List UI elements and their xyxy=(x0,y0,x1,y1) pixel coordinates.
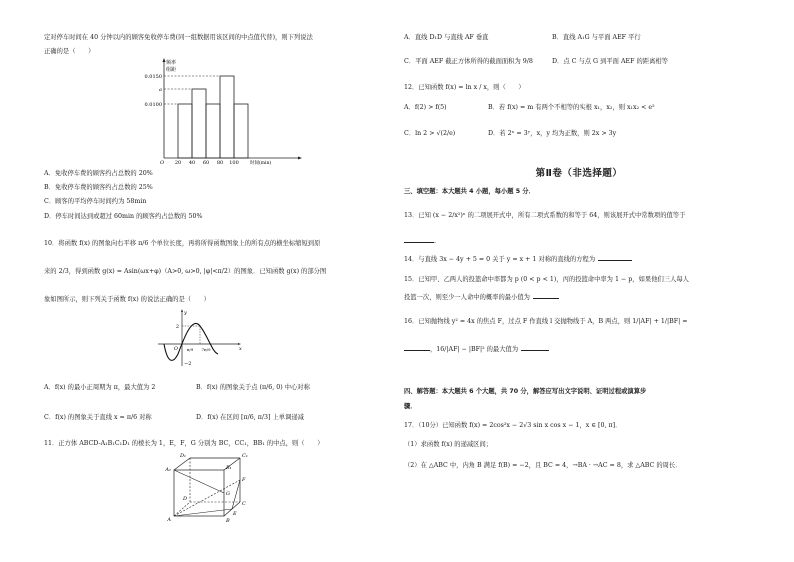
q15-line1: 15．已知甲、乙两人的投篮命中率都为 p (0 < p < 1)，丙的投篮命中率为 1 − p，如果他们三人每人 xyxy=(404,276,689,283)
q16-line2: ，16/|AF| − |BF|² 的最大值为 xyxy=(404,346,549,355)
q10-sine-graph xyxy=(154,308,244,370)
q11-cube-figure xyxy=(160,450,270,530)
q15-line2: 投篮一次，则至少一人命中的概率的最小值为 xyxy=(404,294,559,303)
cube-label-b: B xyxy=(226,518,230,524)
cube-label-b1: B₁ xyxy=(226,465,232,471)
q9-option-c: C．顾客的平均停车时间约为 58min xyxy=(44,198,147,205)
q9-stem-line2: 正确的是（ ） xyxy=(44,48,95,55)
sine-graph-xtick-2: 7π/9 xyxy=(201,347,211,352)
cube-label-c1: C₁ xyxy=(242,453,248,459)
cube-label-e: E xyxy=(233,511,237,517)
cube-label-a1: A₁ xyxy=(165,467,171,473)
q12-option-a: A．f(2) > f(5) xyxy=(404,104,447,111)
q17-part2: （2）在 △ABC 中，内角 B 满足 f(B) = −2，且 BC = 4，→BA · →AC = 8，求 △ABC 的周长． xyxy=(404,462,682,469)
q11-stem: 11．正方体 ABCD-A₁B₁C₁D₁ 的棱长为 1，E，F，G 分别为 BC，CC₁，BB₁ 的中点，则（ ） xyxy=(44,440,324,447)
q14-answer-blank[interactable] xyxy=(598,260,632,261)
cube-label-c: C xyxy=(242,501,246,507)
cube-label-f: F xyxy=(242,477,246,483)
q10-option-c: C．f(x) 的图象关于直线 x = π/6 对称 xyxy=(44,414,152,421)
sine-graph-origin: O xyxy=(173,346,178,352)
q16-answer-blank-1[interactable] xyxy=(404,350,430,351)
histogram-xtick-60: 60 xyxy=(202,160,210,166)
q10-line3: 象如图所示，则下列关于函数 f(x) 的说法正确的是（ ） xyxy=(44,296,210,303)
histogram-origin: O xyxy=(160,160,165,166)
q9-stem-line1: 定对停车时间在 40 分钟以内的顾客免收停车费(同一组数据用该区间的中点值代替)，则下列说法 xyxy=(44,34,313,41)
q17-stem: 17．（10分）已知函数 f(x) = 2cos²x − 2√3 sin x cos x − 1，x ∈ [0, π]． xyxy=(404,422,622,429)
sine-graph-y-label: y xyxy=(184,310,187,316)
sine-graph-x-label: x xyxy=(239,346,242,352)
cube-label-a: A xyxy=(167,517,171,523)
section2-title: 第Ⅱ卷（非选择题） xyxy=(535,168,623,179)
cube-label-d: D xyxy=(182,496,187,502)
q15-answer-blank[interactable] xyxy=(533,298,559,299)
histogram-ylabel-top: 频率 xyxy=(166,60,177,66)
histogram-xlabel: 时间(min) xyxy=(250,161,272,166)
q17-part1: （1）求函数 f(x) 的递减区间； xyxy=(404,441,493,448)
q10-line2: 来的 2/3，得到函数 g(x) = Asin(ωx+φ)（A>0, ω>0, |φ|<π/2）的图象．已知函数 g(x) 的部分图 xyxy=(44,268,327,275)
cube-label-d1: D₁ xyxy=(179,453,186,459)
sine-graph-ytick-pos: 2 xyxy=(175,324,179,330)
histogram-xtick-40: 40 xyxy=(188,160,196,166)
q16-answer-blank-2[interactable] xyxy=(521,350,549,351)
q13-answer-blank[interactable] xyxy=(404,242,434,243)
histogram-ytick-a: a xyxy=(159,87,162,93)
cube-label-g: G xyxy=(226,491,230,497)
q12-option-c: C．ln 2 > √(2/e) xyxy=(404,130,456,137)
q9-option-d: D．停车时间达到或超过 60min 的顾客约占总数的 50% xyxy=(44,213,203,220)
sine-graph-ytick-neg: −2 xyxy=(184,361,192,367)
sine-graph-xtick-1: π/9 xyxy=(186,347,194,352)
histogram-ytick-0150: 0.0150 xyxy=(144,74,162,80)
q10-option-a: A．f(x) 的最小正周期为 π，最大值为 2 xyxy=(44,384,156,391)
q12-option-b: B．若 f(x) = m 有两个不相等的实根 x₁，x₂，则 x₁x₂ < e² xyxy=(488,104,655,111)
histogram-xtick-20: 20 xyxy=(174,160,182,166)
histogram-ylabel-bottom: 组距 xyxy=(166,67,177,73)
q13-line2: . xyxy=(404,238,436,247)
q12-stem: 12．已知函数 f(x) = ln x / x，则（ ） xyxy=(404,84,525,91)
fill-in-header: 三、填空题：本大题共 4 小题，每小题 5 分． xyxy=(404,188,535,195)
histogram-ytick-0100: 0.0100 xyxy=(144,102,162,108)
q16-line1: 16．已知抛物线 y² = 4x 的焦点 F，过点 F 作直线 l 交抛物线于 A，B 两点，则 1/|AF| + 1/|BF| = xyxy=(404,318,688,325)
q13-line1: 13．已知 (x − 2/x²)ⁿ 的二项展开式中，所有二项式系数的和等于 64，则该展开式中常数项的值等于 xyxy=(404,212,686,219)
q10-option-b: B．f(x) 的图象关于点 (π/6, 0) 中心对称 xyxy=(196,384,310,391)
q9-histogram xyxy=(138,56,308,168)
q11-option-b: B．直线 A₁G 与平面 AEF 平行 xyxy=(552,34,641,41)
q11-option-a: A．直线 D₁D 与直线 AF 垂直 xyxy=(404,34,489,41)
q11-option-c: C．平面 AEF 截正方体所得的截面面积为 9/8 xyxy=(404,58,533,65)
histogram-xtick-100: 100 xyxy=(229,160,239,166)
histogram-xtick-80: 80 xyxy=(216,160,224,166)
q9-option-a: A．免收停车费的顾客约占总数的 20% xyxy=(44,170,153,177)
answer-header-line2: 骤． xyxy=(404,403,417,410)
q10-line1: 10．将函数 f(x) 的图象向右平移 π/6 个单位长度，再将所得函数图象上的所有点的横坐标缩短到原 xyxy=(44,240,321,247)
q12-option-d: D．若 2ˣ = 3ʸ，x，y 均为正数，则 2x > 3y xyxy=(488,130,617,137)
q9-option-b: B．免收停车费的顾客约占总数的 25% xyxy=(44,184,153,191)
q11-option-d: D．点 C 与点 G 到平面 AEF 的距离相等 xyxy=(552,58,668,65)
q10-option-d: D．f(x) 在区间 [π/6, π/3] 上单调递减 xyxy=(196,414,304,421)
q14-line: 14．与直线 3x − 4y + 5 = 0 关于 y = x + 1 对称的直线的方程为 xyxy=(404,256,632,265)
answer-header-line1: 四、解答题：本大题共 6 个大题，共 70 分，解答应写出文字说明、证明过程或演算步 xyxy=(404,388,647,395)
